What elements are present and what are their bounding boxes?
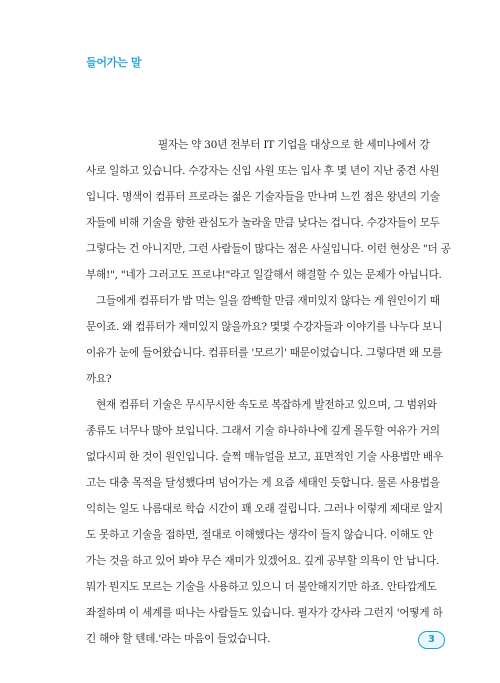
text-line: 문이죠. 왜 컴퓨터가 재미있지 않을까요? 몇몇 수강자들과 이야기를 나누다 보니 bbox=[86, 321, 443, 333]
text-line: 도 못하고 기술을 접하면, 절대로 이해했다는 생각이 들지 않습니다. 이해도 안 bbox=[86, 529, 433, 541]
text-line: 사로 일하고 있습니다. 수강자는 신입 사원 또는 입사 후 몇 년이 지난 중견 사원 bbox=[86, 165, 440, 177]
text-line: 좌절하며 이 세계를 떠나는 사람들도 있습니다. 필자가 강사라 그런지 '어떻게 하 bbox=[86, 607, 443, 619]
text-line: 없다시피 한 것이 원인입니다. 슬쩍 매뉴얼을 보고, 표면적인 기술 사용법만 배우 bbox=[86, 451, 443, 463]
text-line: 긴 해야 할 텐데.'라는 마음이 들었습니다. bbox=[86, 633, 271, 645]
text-line: 가는 것을 하고 있어 봐야 무슨 재미가 있겠어요. 깊게 공부할 의욕이 안 납니다. bbox=[86, 555, 440, 567]
text-line: 익히는 일도 나름대로 학습 시간이 꽤 오래 걸립니다. 그러나 이렇게 제대로 알지 bbox=[86, 503, 443, 515]
text-line: 현재 컴퓨터 기술은 무시무시한 속도로 복잡하게 발전하고 있으며, 그 범위와 bbox=[96, 399, 437, 411]
text-line: 필자는 약 30년 전부터 IT 기업을 대상으로 한 세미나에서 강 bbox=[158, 139, 430, 151]
text-line: 뭐가 뭔지도 모르는 기술을 사용하고 있으니 더 불안해지기만 하죠. 안타깝게도 bbox=[86, 581, 437, 593]
text-line: 까요? bbox=[86, 373, 112, 385]
text-line: 이유가 눈에 들어왔습니다. 컴퓨터를 '모르기' 때문이었습니다. 그렇다면 왜 모를 bbox=[86, 347, 442, 359]
text-line: 그렇다는 건 아니지만, 그런 사람들이 많다는 점은 사실입니다. 이런 현상은 "더 공 bbox=[86, 243, 451, 255]
section-heading: 들어가는 말 bbox=[86, 56, 142, 69]
text-line: 고는 대충 목적을 달성했다며 넘어가는 게 요즘 세태인 듯합니다. 물론 사용법을 bbox=[86, 477, 440, 489]
text-line: 그들에게 컴퓨터가 밥 먹는 일을 깜빡할 만큼 재미있지 않다는 게 원인이기 때 bbox=[96, 295, 440, 307]
text-line: 종류도 너무나 많아 보입니다. 그래서 기술 하나하나에 깊게 몰두할 여유가 거의 bbox=[86, 425, 440, 437]
text-line: 입니다. 명색이 컴퓨터 프로라는 젊은 기술자들을 만나며 느낀 점은 왕년의 기술 bbox=[86, 191, 440, 203]
text-line: 자들에 비해 기술을 향한 관심도가 놀라울 만큼 낮다는 겁니다. 수강자들이 모두 bbox=[86, 217, 440, 229]
text-line: 부해!", "네가 그러고도 프로냐!"라고 일갈해서 해결할 수 있는 문제가 아닙니다. bbox=[86, 269, 442, 281]
page-number-badge: 3 bbox=[418, 631, 445, 649]
body-text bbox=[86, 132, 451, 652]
